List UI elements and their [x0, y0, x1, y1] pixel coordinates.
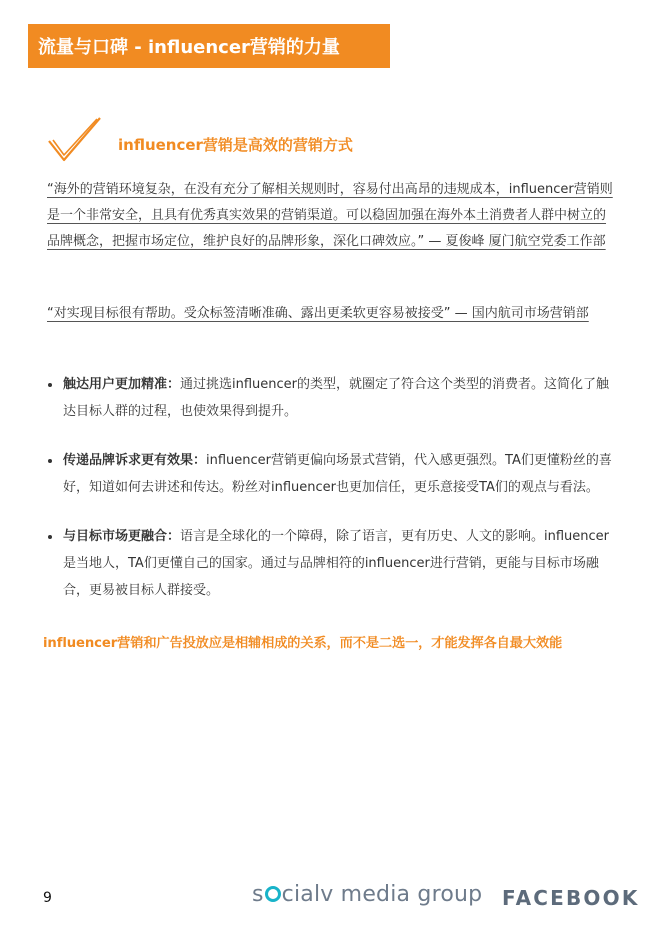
socialv-media-group-logo	[252, 882, 482, 907]
logo-text-rest: cialv media group	[281, 882, 483, 907]
list-item	[47, 523, 613, 604]
bullet-heading: 与目标市场更融合：	[63, 529, 181, 544]
benefit-list	[47, 371, 613, 626]
facebook-logo: FACEBOOK	[502, 886, 640, 910]
logo-ring-icon	[265, 886, 281, 902]
section-title: influencer营销是高效的营销方式	[118, 136, 353, 154]
page-number: 9	[43, 890, 52, 906]
bullet-body: 语言是全球化的一个障碍，除了语言，更有历史、人文的影响。influencer是当地人，TA们更懂自己的国家。通过与品牌相符的influencer进行营销，更能与目标市场融合，更易被目标人群接受。	[63, 529, 610, 598]
header-bar	[28, 24, 390, 68]
conclusion-text: influencer营销和广告投放应是相辅相成的关系，而不是二选一，才能发挥各自最大效能	[43, 636, 563, 651]
bullet-heading: 触达用户更加精准：	[63, 377, 181, 392]
bullet-body: influencer营销更偏向场景式营销，代入感更强烈。TA们更懂粉丝的喜好，知道如何去讲述和传达。粉丝对influencer也更加信任，更乐意接受TA们的观点与看法。	[63, 453, 612, 495]
checkmark-icon	[46, 115, 102, 165]
page-title: 流量与口碑 - influencer营销的力量	[38, 37, 340, 58]
quote-1: “海外的营销环境复杂，在没有充分了解相关规则时，容易付出高昂的违规成本，influencer营销则是一个非常安全，且具有优秀真实效果的营销渠道。可以稳固加强在海外本土消费者人群中树立的品牌概念，把握市场定位，维护良好的品牌形象，深化口碑效应。” — 夏俊峰 厦门航空党委工作部	[47, 182, 613, 249]
bullet-heading: 传递品牌诉求更有效果：	[63, 453, 207, 468]
quote-2: “对实现目标很有帮助。受众标签清晰准确、露出更柔软更容易被接受” — 国内航司市场营销部	[47, 306, 589, 321]
list-item	[47, 371, 613, 425]
bullet-body: 通过挑选influencer的类型，就圈定了符合这个类型的消费者。这简化了触达目标人群的过程，也使效果得到提升。	[63, 377, 610, 419]
list-item	[47, 447, 613, 501]
logo-text-s: s	[252, 882, 264, 907]
